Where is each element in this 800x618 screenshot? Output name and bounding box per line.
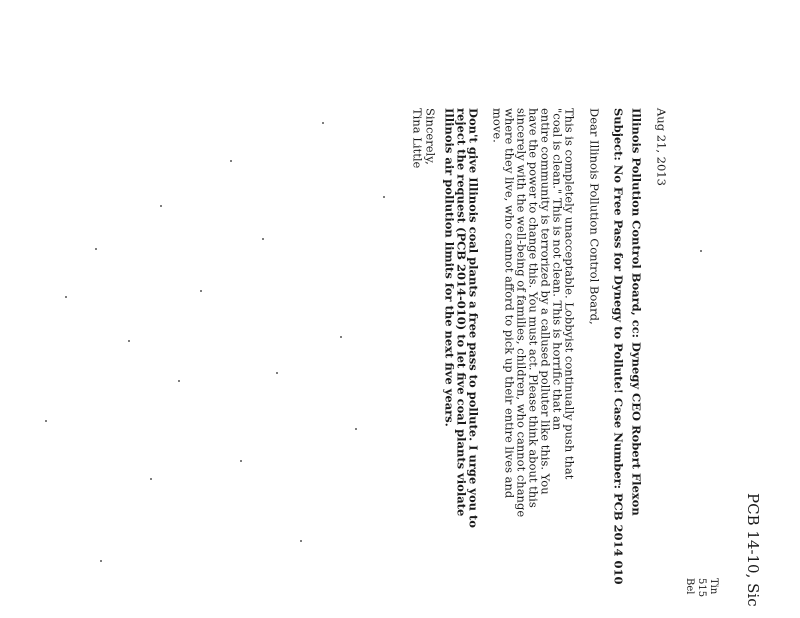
scan-speck <box>100 560 102 562</box>
scan-speck <box>230 160 232 162</box>
letter-subject: Subject: No Free Pass for Dynegy to Pollute! Case Number: PCB 2014 010 <box>611 108 626 585</box>
sender-address-line-3: Bel <box>684 578 695 595</box>
scan-speck <box>150 478 152 480</box>
scan-speck <box>178 380 180 382</box>
scan-speck <box>340 336 342 338</box>
letter-signature: Tina Little <box>410 108 425 169</box>
body-paragraph-1-line-5: sincerely with the well-being of families, children, who cannot change <box>514 108 529 518</box>
case-stamp: PCB 14-10, Sic <box>744 493 762 607</box>
scan-speck <box>355 428 357 430</box>
body-paragraph-1-line-4: have the power to change this. You must act. Please think about this <box>526 108 541 508</box>
scan-speck <box>300 540 302 542</box>
body-paragraph-1-line-6: where they live, who cannot afford to pick up their entire lives and <box>502 108 517 499</box>
body-paragraph-2-line-3: Illinois air pollution limits for the next five years. <box>442 108 457 427</box>
sender-address-line-2: 515 <box>696 578 707 598</box>
scan-speck <box>95 248 97 250</box>
scan-speck <box>128 340 130 342</box>
letter-closing: Sincerely, <box>423 108 438 165</box>
scan-speck <box>700 250 702 252</box>
letter-recipients: Illinois Pollution Control Board, cc: Dynegy CEO Robert Flexon <box>629 108 644 516</box>
body-paragraph-1-line-7: move. <box>490 108 505 143</box>
scan-speck <box>322 122 324 124</box>
body-paragraph-2-line-1: Don't give Illinois coal plants a free pass to pollute. I urge you to <box>466 108 481 528</box>
scan-speck <box>45 420 47 422</box>
body-paragraph-1-line-2: "coal is clean." This is not clean. This is horrific that an <box>550 108 565 431</box>
body-paragraph-1-line-3: entire community is terrorized by a callused polluter like this. You <box>538 108 553 495</box>
sender-address-line-1: Tin <box>708 578 719 595</box>
body-paragraph-2-line-2: reject the request (PCB 2014-010) to let five coal plants violate <box>454 108 469 517</box>
body-paragraph-1-line-1: This is completely unacceptable. Lobbyist continually push that <box>562 108 577 480</box>
scan-speck <box>276 372 278 374</box>
scan-speck <box>383 196 385 198</box>
scan-speck <box>200 290 202 292</box>
scan-speck <box>160 205 162 207</box>
letter-date: Aug 21, 2013 <box>654 108 669 186</box>
scan-speck <box>240 460 242 462</box>
scan-speck <box>262 238 264 240</box>
letter-salutation: Dear Illinois Pollution Control Board, <box>587 108 602 325</box>
scan-speck <box>65 296 67 298</box>
